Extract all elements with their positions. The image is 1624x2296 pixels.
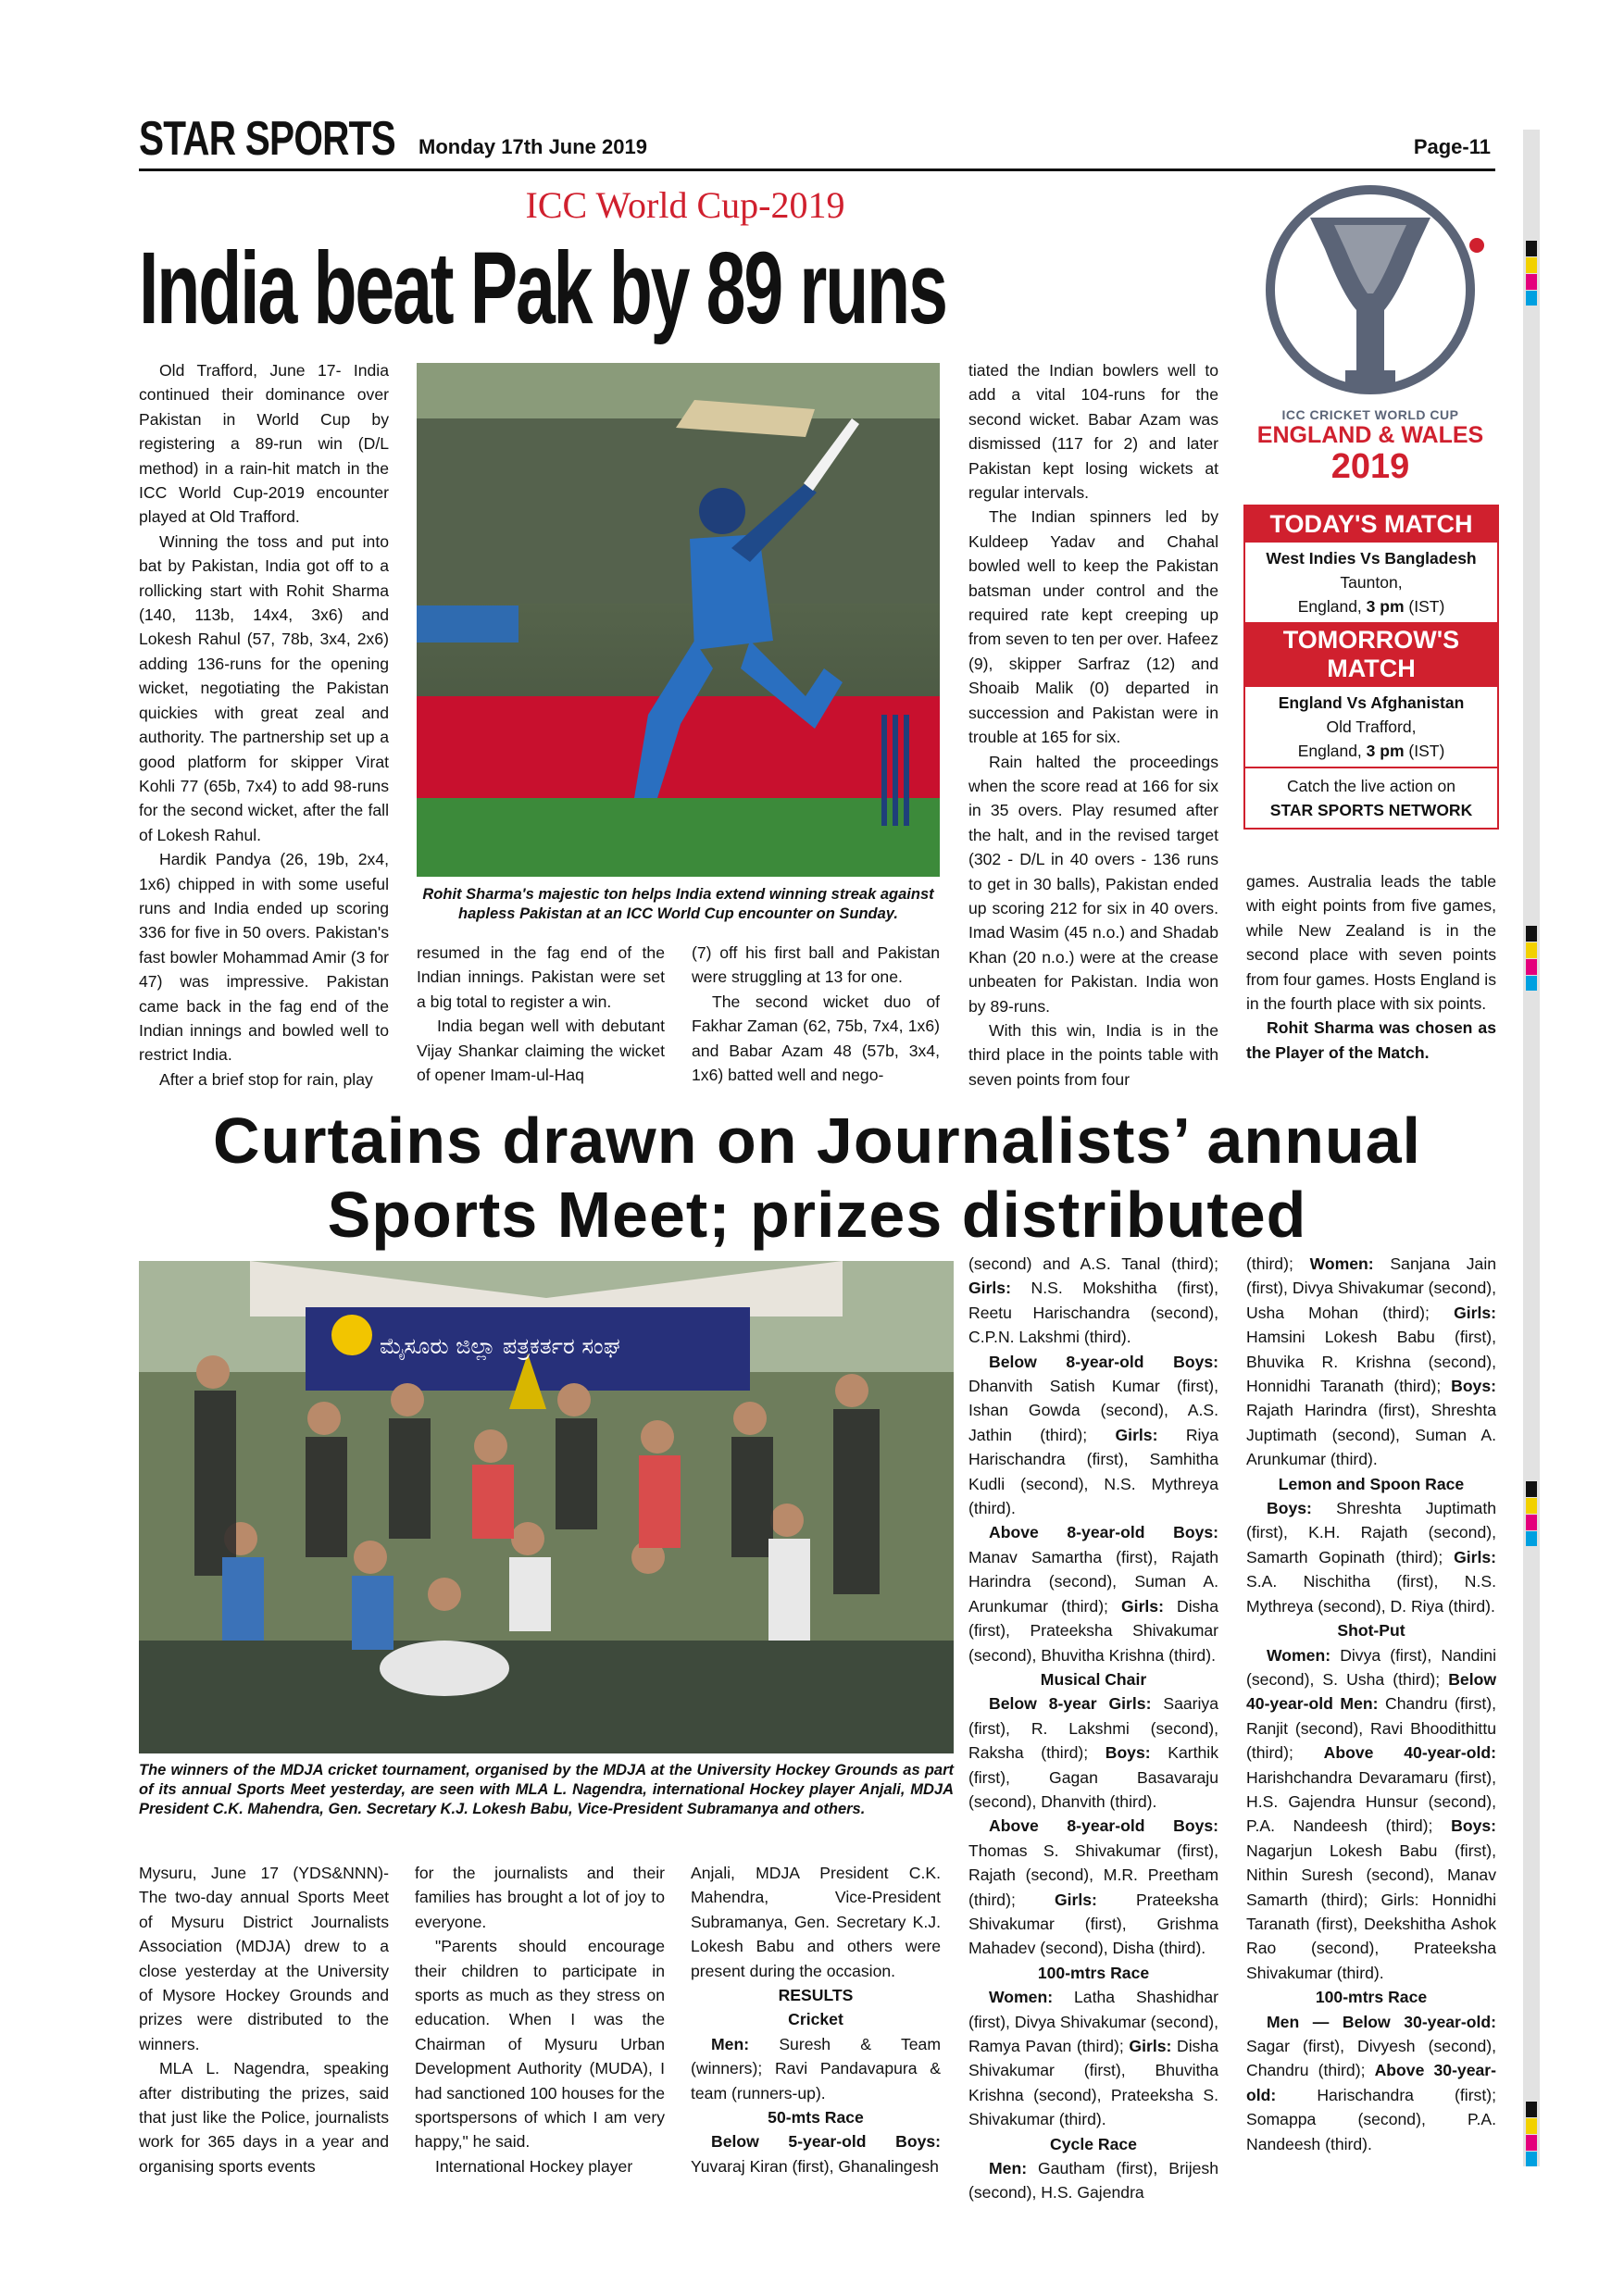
paragraph: for the journalists and their families has brought a lot of joy to everyone. <box>415 1864 665 1931</box>
paragraph: Rain halted the proceedings when the score read at 166 for six in 35 overs. Play resumed after the halt, and in the revised target (302 - D/L in 40 overs - 136 runs to get in 30 balls), Pakistan ended up scoring 212 for six in 40 overs. Imad Wasim (45 n.o.) and Shadab Khan (20 n.o.) were at the crease unbeaten for Pakistan. India won by 89-runs. <box>968 752 1218 1016</box>
paragraph: MLA L. Nagendra, speaking after distributing the prizes, said that just like the Police, journalists work for 365 days in a year and organising sports events <box>139 2059 389 2176</box>
musical-chair-heading: Musical Chair <box>1040 1669 1147 1689</box>
tomorrows-match-details <box>1245 687 1497 767</box>
paragraph: India began well with debutant Vijay Shankar claiming the wicket of opener Imam-ul-Haq <box>417 1017 665 1085</box>
result-entry: (second) and A.S. Tanal (third); Girls: N.S. Mokshitha (first), Reetu Harischandra (second), C.P.N. Lakshmi (third). <box>968 1254 1218 1347</box>
match-schedule-box <box>1243 505 1499 830</box>
result-entry: Below 8-year-old Boys: Dhanvith Satish Kumar (first), Ishan Gowda (second), A.S. Jathin (third); Girls: Riya Harischandra (first), Samhitha Kudli (second), N.S. Mythreya (third). <box>968 1352 1219 1518</box>
result-entry: Below 5-year-old Boys: Yuvaraj Kiran (first), Ghanalingesh <box>691 2132 941 2176</box>
group-photo-caption: The winners of the MDJA cricket tournament, organised by the MDJA at the University Hockey Grounds as part of its annual Sports Meet yesterday, are seen with MLA L. Nagendra, international Hockey player Anjali, MDJA President C.K. Mahendra, Gen. Secretary K.J. Lokesh Babu, Vice-President Subramanya and others. <box>139 1762 954 1817</box>
banner-text: ಮೈಸೂರು ಜಿಲ್ಲಾ ಪತ್ರಕರ್ತರ ಸಂಘ <box>380 1333 620 1359</box>
story1-column-4 <box>968 358 1218 1092</box>
header-rule <box>139 168 1495 171</box>
player-of-match: Rohit Sharma was chosen as the Player of the Match. <box>1246 1018 1496 1062</box>
registration-marks-3 <box>1526 1481 1537 1546</box>
story2-column-c <box>691 1861 941 2178</box>
story2-column-b <box>415 1861 665 2178</box>
page-number: Page-11 <box>1413 135 1491 158</box>
timezone: (IST) <box>1408 597 1445 616</box>
paragraph: The second wicket duo of Fakhar Zaman (62, 75b, 7x4, 1x6) and Babar Azam 48 (57b, 3x4, 1x6) batted well and nego- <box>692 992 940 1085</box>
issue-date: Monday 17th June 2019 <box>418 135 647 158</box>
tomorrows-match-label: TOMORROW'S MATCH <box>1245 622 1497 687</box>
tomorrows-match-venue: Old Trafford, <box>1326 718 1417 736</box>
time: 3 pm <box>1366 742 1405 760</box>
mdja-group-photo <box>139 1261 954 1753</box>
story2-column-d <box>968 1252 1218 2205</box>
headline-line1: Curtains drawn on Journalists’ annual <box>213 1104 1421 1177</box>
registration-marks-2 <box>1526 926 1537 991</box>
tomorrows-match-teams: England Vs Afghanistan <box>1278 693 1465 712</box>
logo-line1: ICC CRICKET WORLD CUP <box>1281 407 1459 422</box>
race100-heading: 100-mtrs Race <box>1037 1963 1150 1982</box>
paragraph: International Hockey player <box>435 2156 633 2176</box>
logo-year: 2019 <box>1330 447 1410 486</box>
result-entry: Women: Latha Shashidhar (first), Divya Shivakumar (second), Ramya Pavan (third); Girls: Disha Shivakumar (first), Bhuvitha Krishna (second), Prateeksha S. Shivakumar (third). <box>968 1988 1218 2129</box>
race100b-heading: 100-mtrs Race <box>1315 1988 1428 2007</box>
result-entry: (third); Women: Sanjana Jain (first), Divya Shivakumar (second), Usha Mohan (third); Girls: Hamsini Lokesh Babu (first), Bhuvika R. Krishna (second), Honnidhi Taranath (third); Boys: Rajath Harindra (first), Shreshta Juptimath (second), Suman A. Arunkumar (third). <box>1246 1254 1497 1469</box>
paragraph: With this win, India is in the third place in the points table with seven points from four <box>968 1020 1218 1089</box>
result-entry: Above 8-year-old Boys: Manav Samartha (first), Rajath Harindra (second), Suman A. Arunkumar (third); Girls: Disha (first), Prateeksha Shivakumar (second), Bhuvitha Krishna (third). <box>968 1523 1218 1665</box>
cricket-heading: Cricket <box>788 2010 843 2029</box>
paragraph: resumed in the fag end of the Indian innings. Pakistan were set a big total to register a win. <box>417 943 665 1011</box>
paragraph: Hardik Pandya (26, 19b, 2x4, 1x6) chipped in with some useful runs and India ended up scoring 336 for five in 50 overs. Pakistan's fast bowler Mohammad Amir (3 for 47) was impressive. Pakistan came back in the fag end of the Indian innings and bowled well to restrict India. <box>139 850 389 1065</box>
tomorrows-match-time <box>1249 739 1493 763</box>
paragraph: Mysuru, June 17 (YDS&NNN)- The two-day annual Sports Meet of Mysuru District Journalists Association (MDJA) drew to a close yesterday at the University of Mysore Hockey Grounds and prizes were distributed to the winners. <box>139 1864 389 2053</box>
story1-column-1 <box>139 358 389 1092</box>
story-kicker: ICC World Cup-2019 <box>525 184 845 226</box>
result-entry: Men — Below 30-year-old: Sagar (first), Divyesh (second), Chandru (third); Above 30-year-old: Harischandra (first); Somappa (second), P.A. Nandeesh (third). <box>1246 2012 1496 2153</box>
story-headline: India beat Pak by 89 runs <box>139 231 946 345</box>
lemon-spoon-heading: Lemon and Spoon Race <box>1278 1474 1465 1493</box>
results-heading: RESULTS <box>778 1986 854 2005</box>
story1-column-2 <box>417 941 665 1087</box>
paragraph: Anjali, MDJA President C.K. Mahendra, Vice-President Subramanya, Gen. Secretary K.J. Lokesh Babu and others were present during the occasion. <box>691 1864 941 1980</box>
masthead: STAR SPORTS <box>139 112 395 166</box>
paragraph: Old Trafford, June 17- India continued their dominance over Pakistan in World Cup by registering a 89-run win (D/L method) in a rain-hit match in the ICC World Cup-2019 encounter played at Old Trafford. <box>139 361 389 527</box>
story2-column-e <box>1246 1252 1496 2156</box>
todays-match-time <box>1249 594 1493 618</box>
race50-heading: 50-mts Race <box>768 2108 864 2128</box>
registration-marks <box>1526 241 1537 306</box>
paragraph: After a brief stop for rain, play <box>159 1069 373 1089</box>
shot-put-heading: Shot-Put <box>1337 1621 1405 1641</box>
result-entry: Above 8-year-old Boys: Thomas S. Shivakumar (first), Rajath (second), M.R. Preetham (third); Girls: Prateeksha Shivakumar (first), Grishma Mahadev (second), Disha (third). <box>968 1816 1219 1958</box>
story2-headline <box>139 1104 1495 1252</box>
todays-match-details <box>1245 543 1497 622</box>
timezone: (IST) <box>1408 742 1445 760</box>
logo-line2: ENGLAND & WALES <box>1256 422 1484 448</box>
cycle-race-heading: Cycle Race <box>1050 2134 1137 2153</box>
todays-match-venue: Taunton, <box>1340 573 1403 592</box>
place: England, <box>1297 742 1362 760</box>
paragraph: games. Australia leads the table with eight points from five games, while New Zealand is in the second place with seven points from four games. Hosts England is in the fourth place with six points. <box>1246 872 1496 1014</box>
registration-marks-4 <box>1526 2102 1537 2166</box>
story1-column-3 <box>692 941 940 1087</box>
paragraph: The Indian spinners led by Kuldeep Yadav and Chahal bowled well to keep the Pakistan batsman under control and the required rate kept creeping up from seven to ten per over. Hafeez (9), skipper Sarfraz (12) and Shoaib Malik (0) departed in succession and Pakistan were in trouble at 165 for six. <box>968 507 1218 747</box>
world-cup-logo <box>1245 181 1495 500</box>
paragraph: (7) off his first ball and Pakistan were struggling at 13 for one. <box>692 943 940 987</box>
paragraph: "Parents should encourage their children to participate in sports as much as they stress on education. When I was the Chairman of Mysuru Urban Development Authority (MUDA), I had sanctioned 100 houses for the sportspersons of which I am very happy," he said. <box>415 1937 665 2152</box>
photo-caption: Rohit Sharma's majestic ton helps India extend winning streak against hapless Pakistan at an ICC World Cup encounter on Sunday. <box>422 886 934 922</box>
story1-column-5 <box>1246 869 1496 1065</box>
story2-column-a <box>139 1861 389 2178</box>
result-entry: Boys: Shreshta Juptimath (first), K.H. Rajath (second), Samarth Gopinath (third); Girls: S.A. Nischitha (first), N.S. Mythreya (second), D. Riya (third). <box>1246 1499 1497 1616</box>
todays-match-label: TODAY'S MATCH <box>1245 506 1497 543</box>
network-name: STAR SPORTS NETWORK <box>1269 801 1473 819</box>
result-entry: Men: Gautham (first), Brijesh (second), H.S. Gajendra <box>968 2159 1218 2202</box>
paragraph: Winning the toss and put into bat by Pakistan, India got off to a rollicking start with Rohit Sharma (140, 113b, 14x4, 3x6) and Lokesh Rahul (57, 78b, 3x4, 2x6) adding 136-runs for the opening wicket, negotiating the Pakistan quickies with great zeal and authority. The partnership set up a good platform for skipper Virat Kohli 77 (65b, 7x4) to add 98-runs for the second wicket, after the fall of Lokesh Rahul. <box>139 531 389 844</box>
paragraph: tiated the Indian bowlers well to add a vital 104-runs for the second wicket. Babar Azam was dismissed (117 for 2) and later Pakistan kept losing wickets at regular intervals. <box>968 361 1218 503</box>
result-entry: Women: Divya (first), Nandini (second), S. Usha (third); Below 40-year-old Men: Chandru (first), Ranjit (second), Ravi Bhoodithittu (third); Above 40-year-old: Harishchandra Devaramaru (first), H.S. Gajendra Hunsur (second), P.A. Nandeesh (third); Boys: Nagarjun Lokesh Babu (first), Nithin Suresh (second), Manav Samarth (third); Girls: Honnidhi Taranath (first), Deekshitha Ashok Rao (second), Prateeksha Shivakumar (third). <box>1246 1645 1497 1982</box>
margin-strip <box>1523 130 1540 2166</box>
time: 3 pm <box>1366 597 1405 616</box>
catch-text: Catch the live action on <box>1287 777 1455 795</box>
headline-line2: Sports Meet; prizes distributed <box>327 1179 1307 1251</box>
place: England, <box>1297 597 1362 616</box>
todays-match-teams: West Indies Vs Bangladesh <box>1266 549 1477 568</box>
trophy-icon <box>1245 181 1495 403</box>
catch-live-action <box>1245 767 1497 828</box>
rohit-sharma-photo <box>417 363 940 877</box>
result-entry: Men: Suresh & Team (winners); Ravi Pandavapura & team (runners-up). <box>691 2034 942 2103</box>
result-entry: Below 8-year Girls: Saariya (first), R. Lakshmi (second), Raksha (third); Boys: Karthik (first), Gagan Basavaraju (second), Dhanvith (third). <box>968 1694 1219 1811</box>
